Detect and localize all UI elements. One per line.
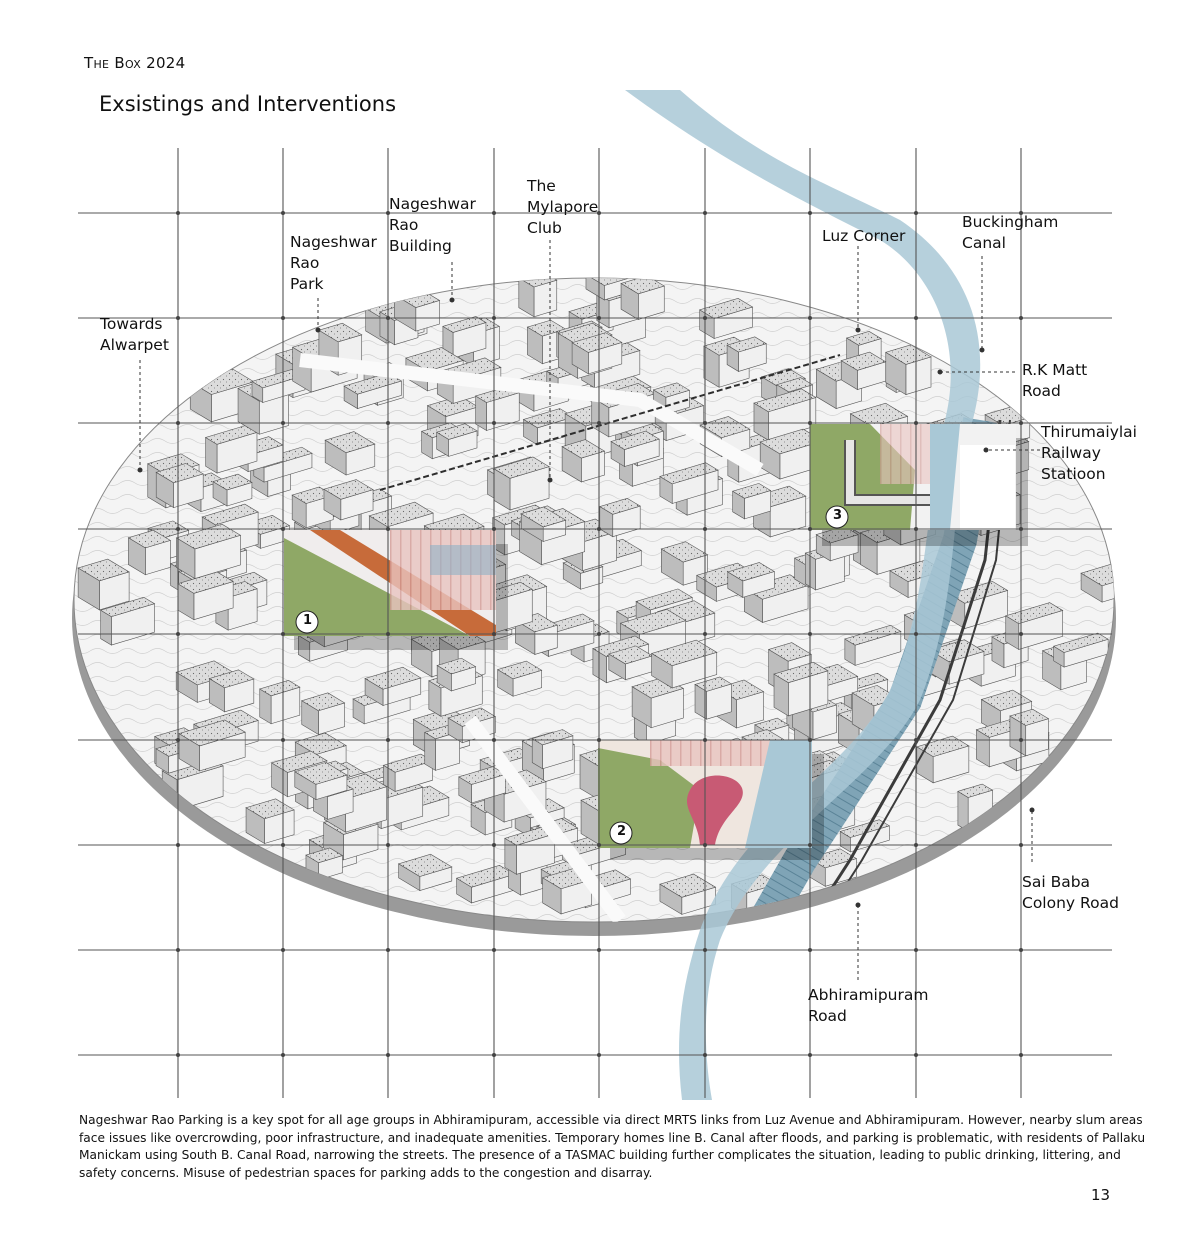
grid-node	[492, 1053, 496, 1057]
grid-node	[281, 1053, 285, 1057]
grid-node	[914, 738, 918, 742]
grid-node	[808, 632, 812, 636]
grid-node	[386, 421, 390, 425]
leader-dot	[450, 298, 455, 303]
grid-node	[808, 421, 812, 425]
grid-node	[808, 738, 812, 742]
grid-node	[281, 632, 285, 636]
grid-node	[1019, 1053, 1023, 1057]
label-mylapore-club: The Mylapore Club	[527, 177, 599, 237]
building-block	[260, 680, 300, 723]
grid-node	[176, 738, 180, 742]
grid-node	[703, 421, 707, 425]
building-block	[302, 693, 345, 735]
leader-dot	[1030, 808, 1035, 813]
grid-node	[808, 948, 812, 952]
leader-dot	[856, 903, 861, 908]
grid-node	[386, 948, 390, 952]
grid-node	[176, 948, 180, 952]
grid-node	[1019, 948, 1023, 952]
building-block	[695, 677, 731, 719]
grid-node	[386, 316, 390, 320]
grid-node	[281, 316, 285, 320]
grid-node	[597, 1053, 601, 1057]
grid-node	[703, 316, 707, 320]
grid-node	[1019, 316, 1023, 320]
grid-node	[176, 527, 180, 531]
grid-node	[386, 527, 390, 531]
grid-node	[914, 421, 918, 425]
grid-node	[914, 1053, 918, 1057]
grid-node	[281, 211, 285, 215]
grid-node	[281, 843, 285, 847]
grid-node	[808, 316, 812, 320]
grid-node	[386, 632, 390, 636]
grid-node	[703, 843, 707, 847]
grid-node	[492, 421, 496, 425]
grid-node	[176, 843, 180, 847]
grid-node	[914, 211, 918, 215]
grid-node	[808, 843, 812, 847]
grid-node	[281, 421, 285, 425]
caption-paragraph: Nageshwar Rao Parking is a key spot for all age groups in Abhiramipuram, accessible via direct MRTS links from Luz Avenue and Abhiramipuram. However, nearby slum areas face issues like overcrowding, poor infrastructure, and inadequate amenities. Temporary homes line B. Canal after floods, and parking is problematic, with residents of Pallaku Manickam using South B. Canal Road, narrowing the streets. The presence of a TASMAC building further complicates the situation, leading to public drinking, littering, and safety concerns. Misuse of pedestrian spaces for parking adds to the congestion and disarray.	[79, 1113, 1146, 1180]
label-buckingham-canal: Buckingham Canal	[962, 213, 1059, 252]
grid-node	[703, 632, 707, 636]
intervention-2-number: 2	[617, 824, 627, 839]
intervention-3-number: 3	[833, 508, 843, 523]
grid-node	[1019, 527, 1023, 531]
leader-dot	[938, 370, 943, 375]
grid-node	[1019, 738, 1023, 742]
intervention-1-panel	[284, 530, 508, 650]
grid-node	[176, 1053, 180, 1057]
grid-node	[492, 738, 496, 742]
grid-node	[597, 316, 601, 320]
grid-node	[492, 632, 496, 636]
intervention-1-number: 1	[303, 613, 313, 628]
grid-node	[703, 948, 707, 952]
grid-node	[176, 421, 180, 425]
leader-dot	[980, 348, 985, 353]
label-nageshwar-rao-building: Nageshwar Rao Building	[389, 195, 476, 255]
grid-node	[176, 632, 180, 636]
label-luz-corner: Luz Corner	[822, 227, 906, 245]
grid-node	[597, 843, 601, 847]
grid-node	[597, 948, 601, 952]
page-title: Exsistings and Interventions	[99, 92, 397, 116]
grid-node	[492, 527, 496, 531]
grid-node	[281, 738, 285, 742]
label-rk-matt-road: R.K Matt Road	[1022, 361, 1088, 400]
building-block	[519, 271, 557, 317]
grid-node	[597, 632, 601, 636]
grid-node	[914, 527, 918, 531]
leader-dot	[856, 328, 861, 333]
leader-dot	[984, 448, 989, 453]
grid-node	[281, 948, 285, 952]
grid-node	[176, 316, 180, 320]
grid-node	[1019, 843, 1023, 847]
grid-node	[386, 843, 390, 847]
grid-node	[597, 421, 601, 425]
label-sai-baba-colony-road: Sai Baba Colony Road	[1022, 873, 1119, 912]
grid-node	[703, 527, 707, 531]
leader-dot	[316, 328, 321, 333]
building-block	[1010, 709, 1048, 756]
grid-node	[1019, 632, 1023, 636]
grid-node	[597, 738, 601, 742]
intervention-2-panel	[598, 740, 824, 860]
grid-node	[492, 843, 496, 847]
grid-node	[386, 1053, 390, 1057]
grid-node	[703, 211, 707, 215]
label-towards-alwarpet: Towards Alwarpet	[100, 315, 169, 354]
leader-dot	[548, 478, 553, 483]
grid-node	[914, 316, 918, 320]
building-block	[128, 530, 170, 575]
grid-node	[492, 948, 496, 952]
intervention-3-panel	[810, 424, 1028, 546]
building-block	[246, 799, 294, 844]
leader-dot	[138, 468, 143, 473]
grid-node	[703, 1053, 707, 1057]
building-block	[621, 276, 664, 320]
grid-node	[914, 948, 918, 952]
grid-node	[176, 211, 180, 215]
grid-node	[492, 316, 496, 320]
label-thirumaiylai-station: Thirumaiylai Railway Statioon	[1041, 423, 1137, 483]
brand-text: The Box 2024	[84, 54, 186, 72]
building-block	[156, 463, 203, 507]
grid-node	[492, 211, 496, 215]
grid-node	[808, 527, 812, 531]
grid-node	[703, 738, 707, 742]
grid-node	[808, 1053, 812, 1057]
grid-node	[914, 843, 918, 847]
label-nageshwar-rao-park: Nageshwar Rao Park	[290, 233, 377, 293]
grid-node	[597, 527, 601, 531]
grid-node	[386, 738, 390, 742]
grid-node	[808, 211, 812, 215]
page-number: 13	[1091, 1186, 1111, 1204]
grid-node	[281, 527, 285, 531]
label-abhiramipuram-road: Abhiramipuram Road	[808, 986, 929, 1025]
grid-node	[914, 632, 918, 636]
grid-node	[1019, 421, 1023, 425]
